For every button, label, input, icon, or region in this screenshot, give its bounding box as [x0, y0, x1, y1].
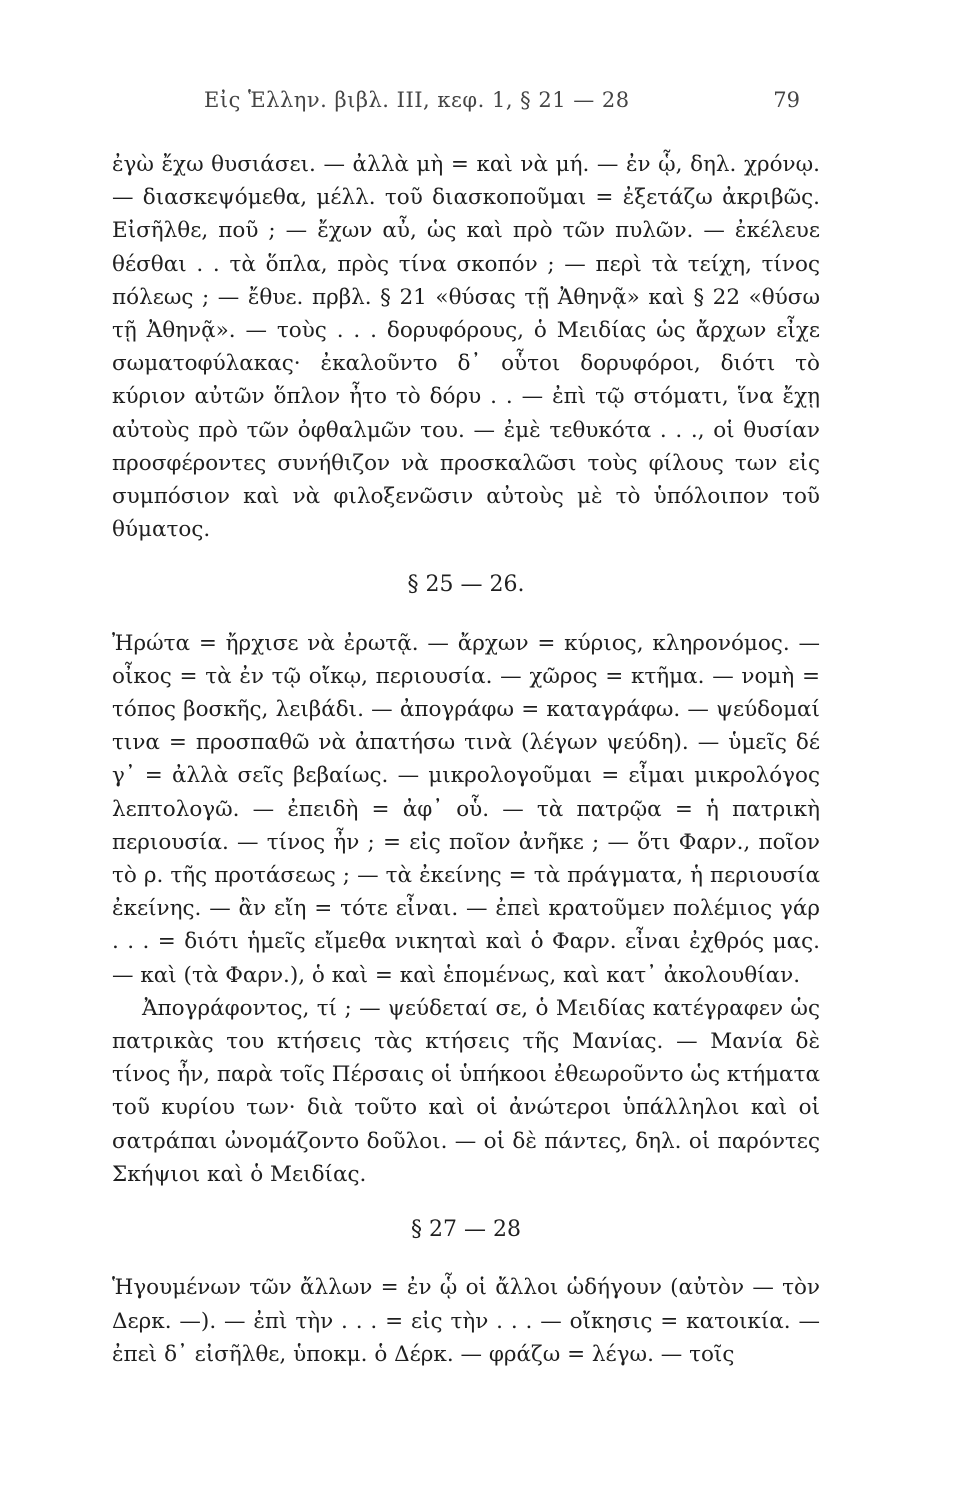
- commentary-paragraph-1: ἐγὼ ἔχω θυσιάσει. — ἀλλὰ μὴ = καὶ νὰ μή. — ἐν ᾧ, δηλ. χρόνῳ. — διασκεψόμεθα, μέλλ. τοῦ διασκοποῦμαι = ἐξετάζω ἀκριβῶς. Εἰσῆλθε, ποῦ ; — ἔχων αὖ, ὡς καὶ πρὸ τῶν πυλῶν. — ἐκέλευε θέσθαι . . τὰ ὅπλα, πρὸς τίνα σκοπόν ; — περὶ τὰ τείχη, τίνος πόλεως ; — ἔθυε. πρβλ. § 21 «θύσας τῇ Ἀθηνᾷ» καὶ § 22 «θύσω τῇ Ἀθηνᾷ». — τοὺς . . . δορυφόρους, ὁ Μειδίας ὡς ἄρχων εἶχε σωματοφύλακας· ἐκαλοῦντο δ᾽ οὗτοι δορυφόροι, διότι τὸ κύριον αὐτῶν ὅπλον ἦτο τὸ δόρυ . . — ἐπὶ τῷ στόματι, ἵνα ἔχῃ αὐτοὺς πρὸ τῶν ὀφθαλμῶν του. — ἐμὲ τεθυκότα . . ., οἱ θυσίαν προσφέροντες συνήθιζον νὰ προσκαλῶσι τοὺς φίλους των εἰς συμπόσιον καὶ νὰ φιλοξενῶσιν αὐτοὺς μὲ τὸ ὑπόλοιπον τοῦ θύματος.: [112, 152, 820, 543]
- commentary-paragraph-4: Ἡγουμένων τῶν ἄλλων = ἐν ᾧ οἱ ἄλλοι ὡδήγουν (αὐτὸν — τὸν Δερκ. —). — ἐπὶ τὴν . . . = εἰς τὴν . . . — οἴκησις = κατοικία. — ἐπεὶ δ᾽ εἰσῆλθε, ὑποκμ. ὁ Δέρκ. — φράζω = λέγω. — τοῖς: [112, 1275, 820, 1367]
- commentary-paragraph-2: Ἠρώτα = ἤρχισε νὰ ἐρωτᾷ. — ἄρχων = κύριος, κληρονόμος. — οἶκος = τὰ ἐν τῷ οἴκῳ, περιουσία. — χῶρος = κτῆμα. — νομὴ = τόπος βοσκῆς, λειβάδι. — ἀπογράφω = καταγράφω. — ψεύδομαί τινα = προσπαθῶ νὰ ἀπατήσω τινὰ (λέγων ψεύδη). — ὑμεῖς δέ γ᾽ = ἀλλὰ σεῖς βεβαίως. — μικρολογοῦμαι = εἶμαι μικρολόγος λεπτολογῶ. — ἐπειδὴ = ἀφ᾽ οὗ. — τὰ πατρῷα = ἡ πατρικὴ περιουσία. — τίνος ἦν ; = εἰς ποῖον ἀνῆκε ; — ὅτι Φαρν., ποῖον τὸ ρ. τῆς προτάσεως ; — τὰ ἐκείνης = τὰ πράγματα, ἡ περιουσία ἐκείνης. — ἂν εἴη = τότε εἶναι. — ἐπεὶ κρατοῦμεν πολέμιος γάρ . . . = διότι ἡμεῖς εἴμεθα νικηταὶ καὶ ὁ Φαρν. εἶναι ἐχθρός μας. — καὶ (τὰ Φαρν.), ὁ καὶ = καὶ ἑπομένως, καὶ κατ᾽ ἀκολουθίαν.: [112, 630, 820, 988]
- section-heading-25-26: § 25 — 26.: [407, 572, 525, 598]
- running-header: [140, 88, 800, 118]
- section-heading-27-28: § 27 — 28: [411, 1217, 521, 1243]
- page-body: [112, 148, 820, 1371]
- running-head-title: Εἰς Ἑλλην. βιβλ. ΙΙΙ, κεφ. 1, § 21 — 28: [204, 88, 630, 112]
- page-number: 79: [773, 88, 800, 112]
- commentary-paragraph-3: Ἀπογράφοντος, τί ; — ψεύδεταί σε, ὁ Μειδίας κατέγραφεν ὡς πατρικὰς του κτήσεις τὰς κτήσεις τῆς Μανίας. — Μανία δὲ τίνος ἦν, παρὰ τοῖς Πέρσαις οἱ ὑπήκοοι ἐθεωροῦντο ὡς κτήματα τοῦ κυρίου των· διὰ τοῦτο καὶ οἱ ἀνώτεροι ὑπάλληλοι καὶ οἱ σατράπαι ὠνομάζοντο δοῦλοι. — οἱ δὲ πάντες, δηλ. οἱ παρόντες Σκήψιοι καὶ ὁ Μειδίας.: [112, 995, 820, 1187]
